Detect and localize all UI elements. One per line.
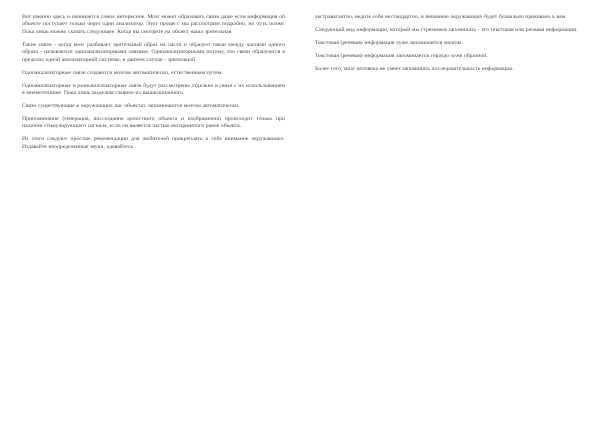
paragraph: Более того, мозг человека не умеет запоминать последовательность информации. [315, 66, 514, 72]
paragraph: Текстовая (речевая) информация хуже запоминается мозгом. [315, 40, 463, 46]
left-column [22, 14, 285, 418]
right-column [315, 14, 578, 418]
paragraph: Припоминание (генерация, воссоздание целостного объекта и изображения) происходит только при наличии стимулирующего сигнала, если он является частью воспринятого ранее объекта. [22, 116, 285, 130]
paragraph: Одноанализаторные и разноанализаторные связи будут рассмотрены отдельно в связи с их использованием в мнемотехнике. Пока лишь выделим главное их вышесказанного. [22, 82, 285, 97]
paragraph: Вот именно здесь и начинается самое интересное. Мозг может образовать связи даже если информация об объекте поступает только через один анализатор. Этот процесс мы рассмотрим подробно, но чуть позже. Пока лишь можно сказать следующее. Когда вы смотрите на объект, ваша зрительная [22, 14, 285, 35]
paragraph: Из этого следуют простые рекомендации для любителей прикреплять к себе внимание окружающих. Издавайте неопределенные звуки, одевайтесь [22, 136, 285, 150]
paragraph: Связи существующие в окружающих нас объектах запоминаются мозгом автоматически. [22, 103, 240, 110]
paragraph: Следующий вид информации, который мы стремимся запоминать - это текстовая или речевая информация. [315, 27, 578, 33]
paragraph: Такие связи - когда мозг разбивает зрительный образ на части и образует связи между частями одного образа - называются одноанализаторными связями. Одноанализаторными потому, что связи образуются в пределах одной анализаторной системы, в данном случае - зрительной. [22, 41, 285, 63]
paragraph: Текстовая (речевая) информация запоминается гораздо хуже образной. [315, 53, 488, 59]
paragraph: экстравагантно, ведите себя нестандартно, и внимание окружающих будет буквально приковано к вам. [315, 14, 567, 20]
paragraph: Одноанализаторные связи создаются мозгом автоматически, естественным путем. [22, 69, 223, 76]
